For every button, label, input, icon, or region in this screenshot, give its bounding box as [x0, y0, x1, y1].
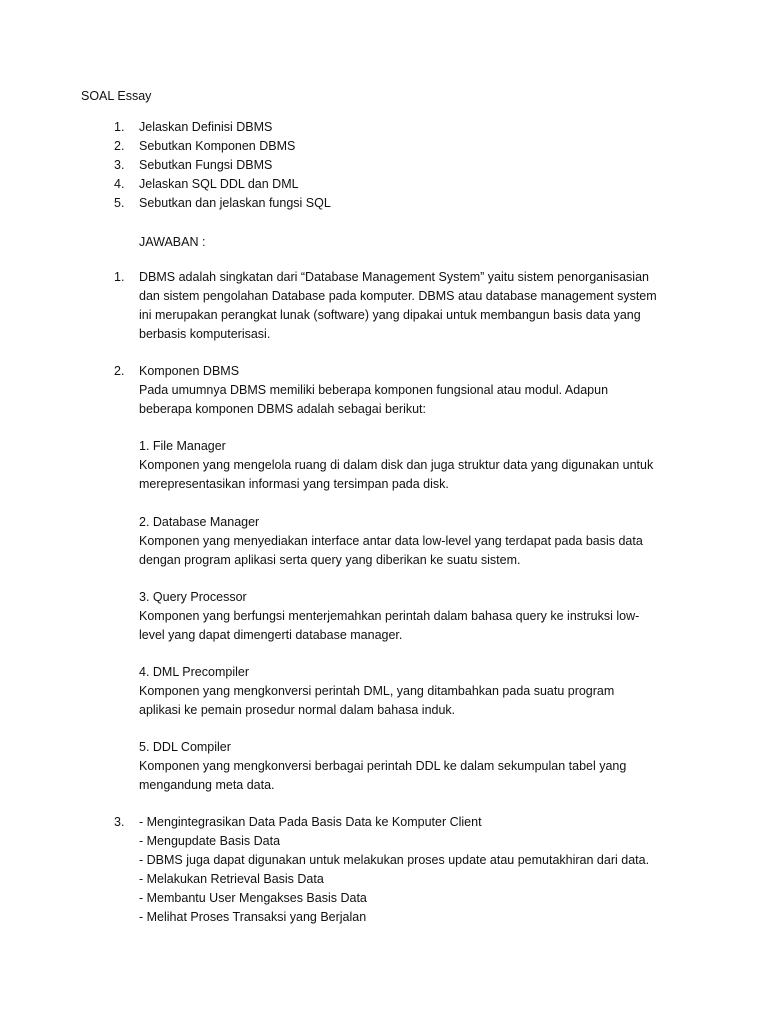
paragraph-line: merepresentasikan informasi yang tersimpan pada disk.: [139, 477, 449, 491]
answer-number: 1.: [114, 270, 125, 284]
question-text: Sebutkan dan jelaskan fungsi SQL: [139, 196, 331, 210]
paragraph-line: ini merupakan perangkat lunak (software) yang dipakai untuk membangun basis data yang: [139, 308, 641, 322]
paragraph-line: aplikasi ke pemain prosedur normal dalam bahasa induk.: [139, 703, 456, 717]
paragraph-line: Komponen yang mengelola ruang di dalam disk dan juga struktur data yang digunakan untuk: [139, 458, 654, 472]
list-item: - Mengupdate Basis Data: [139, 834, 281, 848]
component-title: 2. Database Manager: [139, 515, 260, 529]
paragraph-line: DBMS adalah singkatan dari “Database Management System” yaitu sistem penorganisasian: [139, 270, 649, 284]
question-number: 3.: [114, 158, 125, 172]
paragraph-line: dan sistem pengolahan Database pada komputer. DBMS atau database management system: [139, 289, 657, 303]
paragraph-line: dengan program aplikasi serta query yang diberikan ke suatu sistem.: [139, 553, 521, 567]
question-number: 2.: [114, 139, 125, 153]
list-item: - Melakukan Retrieval Basis Data: [139, 872, 324, 886]
paragraph-line: Pada umumnya DBMS memiliki beberapa komponen fungsional atau modul. Adapun: [139, 383, 609, 397]
section-heading: Komponen DBMS: [139, 364, 240, 378]
answer-1-body: [139, 268, 657, 344]
answer-number: 2.: [114, 364, 125, 378]
answers-heading: JAWABAN :: [139, 235, 206, 249]
question-text: Jelaskan Definisi DBMS: [139, 120, 273, 134]
document-title: SOAL Essay: [81, 89, 152, 103]
question-text: Sebutkan Komponen DBMS: [139, 139, 296, 153]
component-title: 3. Query Processor: [139, 590, 247, 604]
list-item: - Membantu User Mengakses Basis Data: [139, 891, 367, 905]
answer-2-intro: [139, 362, 608, 419]
component-dml-precompiler: [139, 663, 614, 720]
paragraph-line: Komponen yang mengkonversi berbagai perintah DDL ke dalam sekumpulan tabel yang: [139, 759, 627, 773]
question-number: 1.: [114, 120, 125, 134]
question-text: Jelaskan SQL DDL dan DML: [139, 177, 299, 191]
component-database-manager: [139, 513, 643, 570]
component-query-processor: [139, 588, 639, 645]
component-title: 1. File Manager: [139, 439, 226, 453]
paragraph-line: Komponen yang berfungsi menterjemahkan perintah dalam bahasa query ke instruksi low-: [139, 609, 640, 623]
list-item: - DBMS juga dapat digunakan untuk melakukan proses update atau pemutakhiran dari data.: [139, 853, 650, 867]
paragraph-line: berbasis komputerisasi.: [139, 327, 271, 341]
question-text: Sebutkan Fungsi DBMS: [139, 158, 273, 172]
paragraph-line: Komponen yang menyediakan interface antar data low-level yang terdapat pada basis data: [139, 534, 643, 548]
paragraph-line: mengandung meta data.: [139, 778, 275, 792]
component-file-manager: [139, 437, 653, 494]
component-title: 5. DDL Compiler: [139, 740, 231, 754]
question-number: 5.: [114, 196, 125, 210]
list-item: - Melihat Proses Transaksi yang Berjalan: [139, 910, 367, 924]
question-number: 4.: [114, 177, 125, 191]
paragraph-line: beberapa komponen DBMS adalah sebagai berikut:: [139, 402, 426, 416]
answer-3-body: [139, 813, 649, 927]
component-ddl-compiler: [139, 738, 626, 795]
paragraph-line: Komponen yang mengkonversi perintah DML, yang ditambahkan pada suatu program: [139, 684, 615, 698]
component-title: 4. DML Precompiler: [139, 665, 249, 679]
list-item: - Mengintegrasikan Data Pada Basis Data ke Komputer Client: [139, 815, 482, 829]
paragraph-line: level yang dapat dimengerti database manager.: [139, 628, 403, 642]
answer-number: 3.: [114, 815, 125, 829]
